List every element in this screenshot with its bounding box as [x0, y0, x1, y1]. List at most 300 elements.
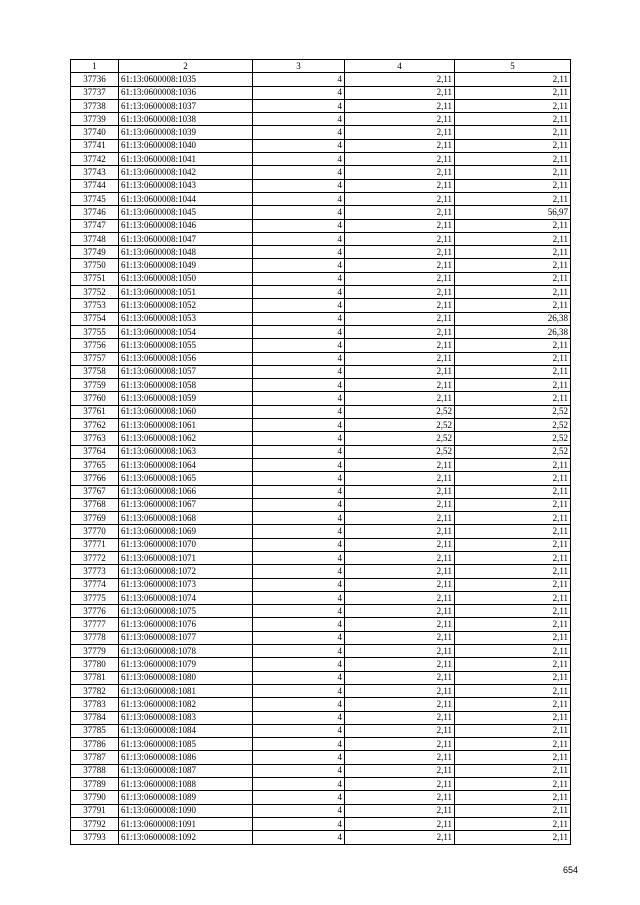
table-cell: 61:13:0600008:1084 — [119, 724, 253, 737]
column-header-2: 2 — [119, 60, 253, 73]
table-cell: 4 — [253, 591, 345, 604]
table-cell: 61:13:0600008:1069 — [119, 525, 253, 538]
table-row — [71, 498, 571, 511]
table-cell: 61:13:0600008:1035 — [119, 73, 253, 86]
table-cell: 2,11 — [345, 551, 455, 564]
table-cell: 4 — [253, 791, 345, 804]
table-cell: 2,11 — [345, 299, 455, 312]
table-row — [71, 711, 571, 724]
table-cell: 2,11 — [455, 658, 571, 671]
table-cell: 2,11 — [455, 166, 571, 179]
table-row — [71, 232, 571, 245]
table-cell: 61:13:0600008:1089 — [119, 791, 253, 804]
table-row — [71, 684, 571, 697]
table-cell: 37759 — [71, 379, 119, 392]
table-cell: 61:13:0600008:1073 — [119, 578, 253, 591]
table-cell: 37739 — [71, 113, 119, 126]
table-cell: 37768 — [71, 498, 119, 511]
table-row — [71, 817, 571, 830]
table-cell: 37749 — [71, 246, 119, 259]
table-cell: 2,11 — [455, 86, 571, 99]
table-cell: 2,11 — [455, 631, 571, 644]
table-cell: 61:13:0600008:1042 — [119, 166, 253, 179]
table-cell: 4 — [253, 645, 345, 658]
table-cell: 37748 — [71, 232, 119, 245]
table-cell: 4 — [253, 113, 345, 126]
table-cell: 2,11 — [345, 565, 455, 578]
page-number: 654 — [563, 865, 579, 875]
table-cell: 61:13:0600008:1083 — [119, 711, 253, 724]
table-row — [71, 445, 571, 458]
table-cell: 2,11 — [345, 339, 455, 352]
table-cell: 37743 — [71, 166, 119, 179]
table-cell: 2,11 — [455, 605, 571, 618]
table-row — [71, 764, 571, 777]
table-row — [71, 153, 571, 166]
table-cell: 26,38 — [455, 312, 571, 325]
table-cell: 2,11 — [455, 392, 571, 405]
table-cell: 37741 — [71, 139, 119, 152]
table-row — [71, 751, 571, 764]
table-row — [71, 192, 571, 205]
table-cell: 2,11 — [455, 379, 571, 392]
table-cell: 2,52 — [345, 432, 455, 445]
table-row — [71, 219, 571, 232]
table-cell: 61:13:0600008:1086 — [119, 751, 253, 764]
table-cell: 61:13:0600008:1054 — [119, 325, 253, 338]
table-cell: 2,11 — [455, 259, 571, 272]
table-cell: 4 — [253, 325, 345, 338]
table-cell: 37750 — [71, 259, 119, 272]
table-cell: 37789 — [71, 778, 119, 791]
table-cell: 4 — [253, 312, 345, 325]
data-table — [70, 59, 571, 845]
table-cell: 2,11 — [345, 538, 455, 551]
table-cell: 37765 — [71, 458, 119, 471]
table-cell: 2,11 — [455, 671, 571, 684]
table-cell: 37766 — [71, 472, 119, 485]
table-cell: 61:13:0600008:1078 — [119, 645, 253, 658]
table-cell: 2,11 — [455, 764, 571, 777]
table-row — [71, 804, 571, 817]
table-cell: 2,11 — [455, 179, 571, 192]
table-cell: 2,52 — [455, 445, 571, 458]
table-cell: 61:13:0600008:1050 — [119, 272, 253, 285]
table-cell: 2,11 — [455, 498, 571, 511]
table-cell: 37751 — [71, 272, 119, 285]
table-cell: 4 — [253, 299, 345, 312]
table-cell: 2,11 — [455, 817, 571, 830]
table-cell: 4 — [253, 246, 345, 259]
table-cell: 61:13:0600008:1038 — [119, 113, 253, 126]
table-cell: 4 — [253, 445, 345, 458]
table-cell: 61:13:0600008:1079 — [119, 658, 253, 671]
table-row — [71, 246, 571, 259]
table-cell: 4 — [253, 86, 345, 99]
table-cell: 37786 — [71, 738, 119, 751]
table-cell: 37771 — [71, 538, 119, 551]
table-cell: 4 — [253, 724, 345, 737]
table-cell: 37767 — [71, 485, 119, 498]
table-cell: 4 — [253, 192, 345, 205]
table-cell: 2,11 — [345, 312, 455, 325]
table-row — [71, 512, 571, 525]
table-cell: 4 — [253, 458, 345, 471]
table-cell: 37778 — [71, 631, 119, 644]
table-cell: 4 — [253, 166, 345, 179]
column-header-4: 4 — [345, 60, 455, 73]
table-cell: 61:13:0600008:1046 — [119, 219, 253, 232]
table-cell: 61:13:0600008:1053 — [119, 312, 253, 325]
table-cell: 26,38 — [455, 325, 571, 338]
table-cell: 2,11 — [455, 286, 571, 299]
table-cell: 61:13:0600008:1056 — [119, 352, 253, 365]
table-cell: 4 — [253, 272, 345, 285]
table-cell: 4 — [253, 738, 345, 751]
table-cell: 2,11 — [345, 485, 455, 498]
table-cell: 61:13:0600008:1066 — [119, 485, 253, 498]
table-cell: 2,11 — [345, 219, 455, 232]
table-row — [71, 339, 571, 352]
table-cell: 2,11 — [345, 671, 455, 684]
table-cell: 2,11 — [455, 698, 571, 711]
table-cell: 61:13:0600008:1043 — [119, 179, 253, 192]
table-cell: 2,11 — [345, 817, 455, 830]
table-cell: 61:13:0600008:1052 — [119, 299, 253, 312]
table-cell: 2,11 — [345, 113, 455, 126]
table-cell: 4 — [253, 831, 345, 844]
table-cell: 61:13:0600008:1037 — [119, 99, 253, 112]
table-cell: 2,11 — [455, 339, 571, 352]
table-cell: 61:13:0600008:1088 — [119, 778, 253, 791]
table-cell: 2,11 — [345, 512, 455, 525]
table-cell: 37788 — [71, 764, 119, 777]
table-cell: 4 — [253, 778, 345, 791]
table-row — [71, 525, 571, 538]
table-cell: 37755 — [71, 325, 119, 338]
table-cell: 37740 — [71, 126, 119, 139]
table-cell: 4 — [253, 405, 345, 418]
table-row — [71, 618, 571, 631]
table-cell: 61:13:0600008:1039 — [119, 126, 253, 139]
table-row — [71, 392, 571, 405]
table-cell: 4 — [253, 618, 345, 631]
table-cell: 2,11 — [345, 698, 455, 711]
table-cell: 37781 — [71, 671, 119, 684]
table-cell: 4 — [253, 179, 345, 192]
table-cell: 4 — [253, 751, 345, 764]
table-row — [71, 472, 571, 485]
table-cell: 37770 — [71, 525, 119, 538]
table-row — [71, 286, 571, 299]
table-cell: 37779 — [71, 645, 119, 658]
table-cell: 2,11 — [345, 791, 455, 804]
table-cell: 2,11 — [455, 751, 571, 764]
table-cell: 2,11 — [455, 232, 571, 245]
table-cell: 2,11 — [345, 658, 455, 671]
table-cell: 61:13:0600008:1047 — [119, 232, 253, 245]
table-cell: 2,11 — [455, 618, 571, 631]
table-cell: 61:13:0600008:1076 — [119, 618, 253, 631]
table-row — [71, 419, 571, 432]
table-row — [71, 139, 571, 152]
table-row — [71, 538, 571, 551]
table-cell: 37793 — [71, 831, 119, 844]
table-row — [71, 591, 571, 604]
table-cell: 2,11 — [455, 246, 571, 259]
table-cell: 61:13:0600008:1074 — [119, 591, 253, 604]
table-cell: 61:13:0600008:1060 — [119, 405, 253, 418]
table-cell: 2,11 — [345, 86, 455, 99]
table-cell: 4 — [253, 392, 345, 405]
table-cell: 2,11 — [455, 565, 571, 578]
table-cell: 37744 — [71, 179, 119, 192]
table-cell: 2,11 — [345, 206, 455, 219]
table-cell: 61:13:0600008:1041 — [119, 153, 253, 166]
table-cell: 2,52 — [345, 419, 455, 432]
table-cell: 2,11 — [345, 139, 455, 152]
column-header-1: 1 — [71, 60, 119, 73]
table-cell: 37790 — [71, 791, 119, 804]
table-row — [71, 698, 571, 711]
table-cell: 4 — [253, 631, 345, 644]
table-cell: 4 — [253, 804, 345, 817]
table-cell: 61:13:0600008:1080 — [119, 671, 253, 684]
table-cell: 2,11 — [345, 498, 455, 511]
table-cell: 37769 — [71, 512, 119, 525]
table-cell: 2,52 — [455, 405, 571, 418]
table-cell: 2,11 — [345, 153, 455, 166]
table-cell: 37792 — [71, 817, 119, 830]
table-cell: 37737 — [71, 86, 119, 99]
table-cell: 2,11 — [455, 299, 571, 312]
table-cell: 37753 — [71, 299, 119, 312]
table-cell: 2,11 — [345, 472, 455, 485]
table-cell: 2,11 — [455, 538, 571, 551]
table-row — [71, 671, 571, 684]
table-row — [71, 631, 571, 644]
table-cell: 2,11 — [345, 352, 455, 365]
table-cell: 2,11 — [345, 631, 455, 644]
column-header-5: 5 — [455, 60, 571, 73]
table-cell: 2,11 — [345, 73, 455, 86]
table-cell: 61:13:0600008:1064 — [119, 458, 253, 471]
table-row — [71, 113, 571, 126]
table-cell: 37763 — [71, 432, 119, 445]
table-cell: 61:13:0600008:1045 — [119, 206, 253, 219]
table-cell: 37761 — [71, 405, 119, 418]
table-cell: 4 — [253, 126, 345, 139]
table-cell: 2,11 — [345, 645, 455, 658]
table-cell: 61:13:0600008:1071 — [119, 551, 253, 564]
table-cell: 37758 — [71, 365, 119, 378]
table-cell: 61:13:0600008:1059 — [119, 392, 253, 405]
table-cell: 37745 — [71, 192, 119, 205]
table-cell: 4 — [253, 472, 345, 485]
table-cell: 37752 — [71, 286, 119, 299]
table-cell: 61:13:0600008:1067 — [119, 498, 253, 511]
table-cell: 4 — [253, 73, 345, 86]
table-cell: 61:13:0600008:1068 — [119, 512, 253, 525]
table-cell: 2,11 — [455, 645, 571, 658]
table-cell: 2,52 — [345, 445, 455, 458]
table-cell: 4 — [253, 498, 345, 511]
table-cell: 2,11 — [345, 605, 455, 618]
table-cell: 61:13:0600008:1065 — [119, 472, 253, 485]
table-cell: 37736 — [71, 73, 119, 86]
table-row — [71, 485, 571, 498]
table-cell: 2,11 — [455, 139, 571, 152]
table-cell: 61:13:0600008:1091 — [119, 817, 253, 830]
table-cell: 4 — [253, 206, 345, 219]
table-cell: 2,11 — [455, 485, 571, 498]
table-cell: 2,11 — [455, 192, 571, 205]
table-cell: 37738 — [71, 99, 119, 112]
table-cell: 2,11 — [455, 126, 571, 139]
table-cell: 2,11 — [345, 379, 455, 392]
table-cell: 2,11 — [345, 764, 455, 777]
table-cell: 4 — [253, 698, 345, 711]
table-cell: 61:13:0600008:1049 — [119, 259, 253, 272]
table-cell: 4 — [253, 379, 345, 392]
table-row — [71, 605, 571, 618]
table-row — [71, 831, 571, 844]
table-cell: 37772 — [71, 551, 119, 564]
table-cell: 2,11 — [455, 551, 571, 564]
table-cell: 2,11 — [345, 392, 455, 405]
table-cell: 2,11 — [345, 711, 455, 724]
table-cell: 37760 — [71, 392, 119, 405]
table-cell: 2,11 — [345, 578, 455, 591]
table-cell: 4 — [253, 538, 345, 551]
table-cell: 61:13:0600008:1062 — [119, 432, 253, 445]
table-cell: 4 — [253, 512, 345, 525]
table-cell: 4 — [253, 259, 345, 272]
table-cell: 2,11 — [345, 126, 455, 139]
table-row — [71, 724, 571, 737]
table-cell: 61:13:0600008:1048 — [119, 246, 253, 259]
table-cell: 2,11 — [455, 738, 571, 751]
table-cell: 37775 — [71, 591, 119, 604]
table-cell: 37780 — [71, 658, 119, 671]
table-cell: 61:13:0600008:1063 — [119, 445, 253, 458]
table-cell: 37782 — [71, 684, 119, 697]
table-cell: 2,11 — [455, 458, 571, 471]
table-cell: 37776 — [71, 605, 119, 618]
table-row — [71, 312, 571, 325]
table-cell: 2,11 — [455, 778, 571, 791]
table-cell: 37784 — [71, 711, 119, 724]
table-cell: 2,11 — [455, 365, 571, 378]
table-cell: 61:13:0600008:1090 — [119, 804, 253, 817]
table-cell: 4 — [253, 139, 345, 152]
table-cell: 61:13:0600008:1081 — [119, 684, 253, 697]
table-cell: 2,11 — [455, 711, 571, 724]
table-body — [71, 73, 571, 844]
table-cell: 4 — [253, 352, 345, 365]
table-cell: 2,11 — [345, 591, 455, 604]
table-cell: 2,52 — [345, 405, 455, 418]
table-header-row — [71, 60, 571, 73]
table-cell: 37746 — [71, 206, 119, 219]
table-cell: 2,11 — [455, 525, 571, 538]
table-cell: 2,11 — [455, 591, 571, 604]
table-row — [71, 259, 571, 272]
table-cell: 2,52 — [455, 432, 571, 445]
table-cell: 2,11 — [345, 724, 455, 737]
table-cell: 2,11 — [345, 684, 455, 697]
table-cell: 2,11 — [345, 325, 455, 338]
table-cell: 2,11 — [345, 365, 455, 378]
table-cell: 2,11 — [345, 232, 455, 245]
table-cell: 2,11 — [455, 512, 571, 525]
table-cell: 2,11 — [455, 352, 571, 365]
table-row — [71, 272, 571, 285]
table-cell: 2,11 — [345, 166, 455, 179]
table-cell: 2,11 — [345, 458, 455, 471]
table-row — [71, 86, 571, 99]
table-cell: 4 — [253, 153, 345, 166]
table-cell: 37757 — [71, 352, 119, 365]
table-cell: 2,11 — [455, 113, 571, 126]
table-cell: 4 — [253, 339, 345, 352]
table-cell: 2,11 — [345, 751, 455, 764]
table-row — [71, 405, 571, 418]
table-cell: 2,11 — [345, 738, 455, 751]
table-cell: 37756 — [71, 339, 119, 352]
table-cell: 2,11 — [345, 778, 455, 791]
table-row — [71, 299, 571, 312]
table-cell: 37777 — [71, 618, 119, 631]
table-cell: 61:13:0600008:1036 — [119, 86, 253, 99]
table-cell: 61:13:0600008:1057 — [119, 365, 253, 378]
table-cell: 61:13:0600008:1082 — [119, 698, 253, 711]
table-row — [71, 365, 571, 378]
table-row — [71, 738, 571, 751]
table-cell: 4 — [253, 565, 345, 578]
table-cell: 61:13:0600008:1087 — [119, 764, 253, 777]
table-cell: 37747 — [71, 219, 119, 232]
table-row — [71, 578, 571, 591]
table-cell: 4 — [253, 671, 345, 684]
table-cell: 2,11 — [455, 99, 571, 112]
table-cell: 2,11 — [455, 73, 571, 86]
table-cell: 4 — [253, 658, 345, 671]
table-cell: 2,11 — [455, 272, 571, 285]
table-cell: 61:13:0600008:1077 — [119, 631, 253, 644]
table-cell: 2,11 — [345, 618, 455, 631]
table-cell: 4 — [253, 485, 345, 498]
table-cell: 61:13:0600008:1061 — [119, 419, 253, 432]
table-row — [71, 645, 571, 658]
table-cell: 4 — [253, 578, 345, 591]
table-row — [71, 778, 571, 791]
table-cell: 4 — [253, 99, 345, 112]
table-cell: 2,11 — [345, 259, 455, 272]
table-row — [71, 325, 571, 338]
table-cell: 4 — [253, 419, 345, 432]
table-cell: 61:13:0600008:1051 — [119, 286, 253, 299]
table-cell: 2,11 — [345, 246, 455, 259]
table-cell: 4 — [253, 684, 345, 697]
table-cell: 2,11 — [455, 684, 571, 697]
table-cell: 2,11 — [345, 525, 455, 538]
table-row — [71, 551, 571, 564]
table-cell: 37787 — [71, 751, 119, 764]
table-cell: 2,11 — [455, 804, 571, 817]
table-row — [71, 432, 571, 445]
table-cell: 37754 — [71, 312, 119, 325]
